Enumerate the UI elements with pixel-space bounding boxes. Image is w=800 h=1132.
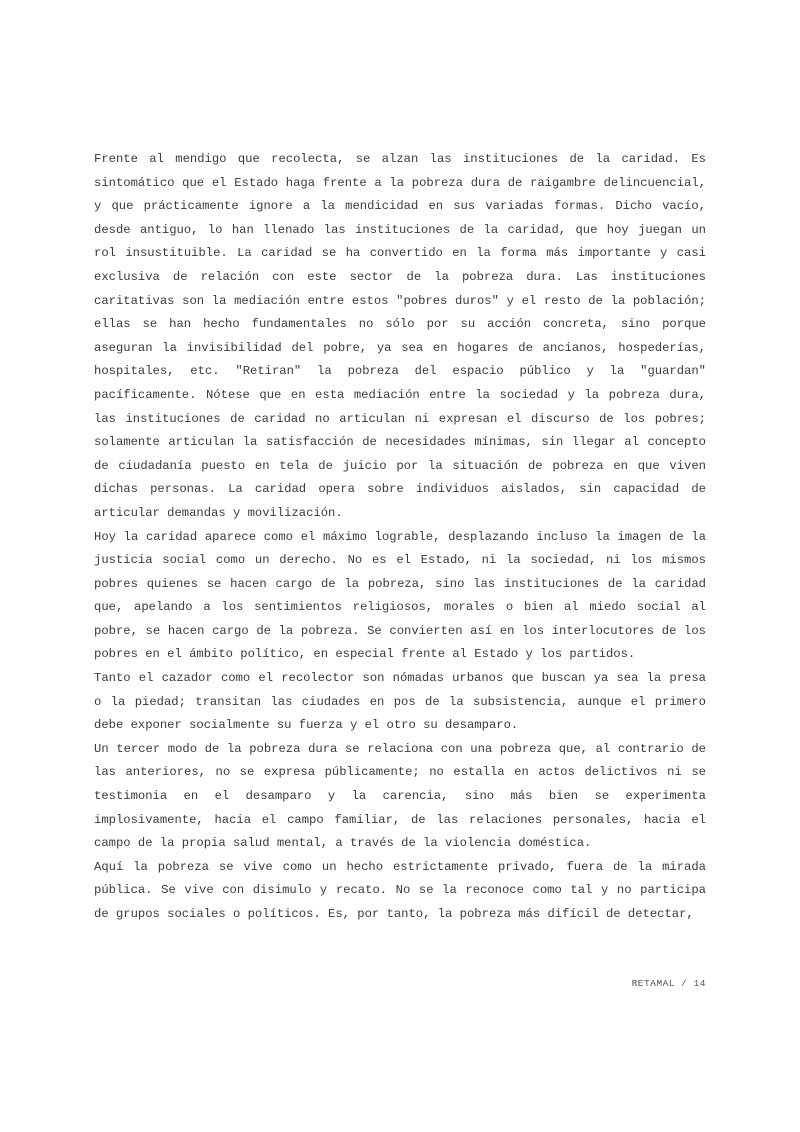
paragraph-caridad-instituciones: Frente al mendigo que recolecta, se alzan las instituciones de la caridad. Es sintomático que el Estado haga frente a la pobreza dura de raigambre delincuencial, y que prácticamente ignore a la mendicidad en sus variadas formas. Dicho vacío, desde antiguo, lo han llenado las instituciones de la caridad, que hoy juegan un rol insustituible. La caridad se ha convertido en la forma más importante y casi exclusiva de relación con este sector de la pobreza dura. Las instituciones caritativas son la mediación entre estos "pobres duros" y el resto de la población; ellas se han hecho fundamentales no sólo por su acción concreta, sino porque aseguran la invisibilidad del pobre, ya sea en hogares de ancianos, hospederías, hospitales, etc. "Retiran" la pobreza del espacio público y la "guardan" pacíficamente. Nótese que en esta mediación entre la sociedad y la pobreza dura, las instituciones de caridad no articulan ni expresan el discurso de los pobres; solamente articulan la satisfacción de necesidades mínimas, sin llegar al concepto de ciudadanía puesto en tela de juicio por la situación de pobreza en que viven dichas personas. La caridad opera sobre individuos aislados, sin capacidad de articular demandas y movilización. xyxy=(94,152,706,520)
page-footer: RETAMAL / 14 xyxy=(631,978,706,989)
paragraph-caridad-maximo: Hoy la caridad aparece como el máximo lograble, desplazando incluso la imagen de la justicia social como un derecho. No es el Estado, ni la sociedad, ni los mismos pobres quienes se hacen cargo de la pobreza, sino las instituciones de la caridad que, apelando a los sentimientos religiosos, morales o bien al miedo social al pobre, se hacen cargo de la pobreza. Se convierten así en los interlocutores de los pobres en el ámbito político, en especial frente al Estado y los partidos. xyxy=(94,529,706,662)
paragraph-pobreza-privada: Aquí la pobreza se vive como un hecho estrictamente privado, fuera de la mirada pública. Se vive con disimulo y recato. No se la reconoce como tal y no participa de grupos sociales o políticos. Es, por tanto, la pobreza más difícil de detectar, xyxy=(94,859,706,921)
paragraph-nomadas-urbanos: Tanto el cazador como el recolector son nómadas urbanos que buscan ya sea la presa o la piedad; transitan las ciudades en pos de la subsistencia, aunque el primero debe exponer socialmente su fuerza y el otro su desamparo. xyxy=(94,671,706,733)
document-body xyxy=(94,148,706,927)
paragraph-tercer-modo: Un tercer modo de la pobreza dura se relaciona con una pobreza que, al contrario de las anteriores, no se expresa públicamente; no estalla en actos delictivos ni se testimonia en el desamparo y la carencia, sino más bien se experimenta implosivamente, hacia el campo familiar, de las relaciones personales, hacia el campo de la propia salud mental, a través de la violencia doméstica. xyxy=(94,741,706,851)
